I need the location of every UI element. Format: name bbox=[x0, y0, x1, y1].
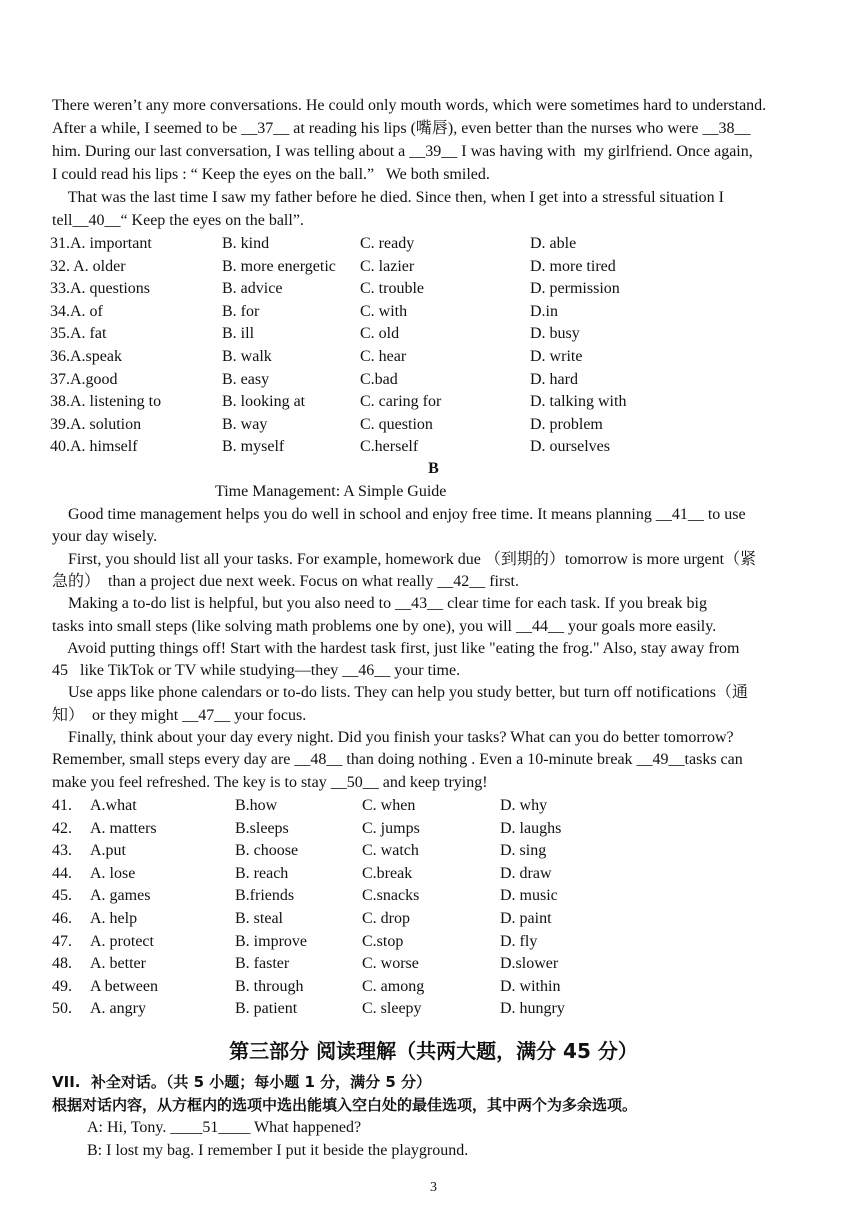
option-b: B. for bbox=[222, 302, 260, 320]
option-c: C. old bbox=[360, 325, 400, 343]
option-d: D. paint bbox=[500, 910, 552, 927]
option-a: A. better bbox=[90, 955, 146, 973]
option-b: B. ill bbox=[222, 325, 255, 343]
question-number: 44. bbox=[52, 864, 72, 882]
passage-line: Avoid putting things off! Start with the hardest task first, just like "eating the frog." Also, stay away from bbox=[52, 639, 740, 657]
option-b: B.how bbox=[235, 797, 278, 814]
option-d: D. able bbox=[530, 235, 577, 252]
option-d: D. permission bbox=[530, 280, 620, 298]
option-a: A. angry bbox=[90, 1000, 146, 1018]
part-title: 第三部分 阅读理解（共两大题，满分 45 分） bbox=[229, 1039, 638, 1063]
passage-line: your day wisely. bbox=[52, 528, 158, 546]
option-c: C. among bbox=[362, 977, 425, 995]
option-b: B. way bbox=[222, 415, 268, 433]
passage-line: There weren’t any more conversations. He could only mouth words, which were sometimes hard to understand. bbox=[52, 97, 767, 114]
passage-line: Finally, think about your day every night. Did you finish your tasks? What can you do better tomorrow? bbox=[52, 729, 734, 746]
option-b: B.friends bbox=[235, 887, 295, 905]
passage-line: Good time management helps you do well in school and enjoy free time. It means planning __41__ to use bbox=[52, 506, 746, 523]
option-d: D. fly bbox=[500, 932, 538, 950]
option-a: A.put bbox=[90, 842, 126, 860]
section-letter: B bbox=[428, 460, 439, 477]
option-c: C. ready bbox=[360, 235, 415, 252]
option-d: D. sing bbox=[500, 842, 547, 860]
section-title: Time Management: A Simple Guide bbox=[215, 483, 447, 500]
passage-line: tasks into small steps (like solving math problems one by one), you will __44__ your goals more easily. bbox=[52, 617, 717, 635]
option-c: C.break bbox=[362, 864, 413, 882]
option-a: A. lose bbox=[90, 864, 136, 882]
passage-line: him. During our last conversation, I was telling about a __39__ I was having with my girlfriend. Once again, bbox=[52, 143, 753, 160]
option-b: B. more energetic bbox=[222, 257, 336, 275]
option-b: B. through bbox=[235, 977, 304, 995]
option-c: C. sleepy bbox=[362, 1000, 422, 1018]
option-d: D.slower bbox=[500, 955, 559, 973]
option-a: 38.A. listening to bbox=[50, 393, 162, 411]
option-a: A between bbox=[90, 977, 158, 995]
option-c: C.snacks bbox=[362, 887, 420, 905]
option-b: B. patient bbox=[235, 1000, 298, 1018]
option-a: 33.A. questions bbox=[50, 280, 150, 298]
passage-line: tell__40__“ Keep the eyes on the ball”. bbox=[52, 212, 304, 229]
option-b: B. choose bbox=[235, 842, 299, 860]
option-d: D. music bbox=[500, 887, 558, 905]
passage-line: Making a to-do list is helpful, but you also need to __43__ clear time for each task. If you break big bbox=[52, 595, 707, 613]
option-d: D. busy bbox=[530, 325, 580, 343]
section-instruction: 根据对话内容，从方框内的选项中选出能填入空白处的最佳选项，其中两个为多余选项。 bbox=[52, 1096, 638, 1114]
option-b: B. looking at bbox=[222, 393, 306, 411]
option-b: B.sleeps bbox=[235, 819, 289, 837]
page-number: 3 bbox=[430, 1180, 437, 1195]
question-number: 47. bbox=[52, 932, 72, 950]
option-c: C. jumps bbox=[362, 819, 420, 837]
option-c: C.bad bbox=[360, 370, 398, 388]
option-a: 35.A. fat bbox=[50, 325, 107, 343]
option-a: 31.A. important bbox=[50, 235, 152, 252]
passage-line: 45 like TikTok or TV while studying—they __46__ your time. bbox=[52, 662, 461, 680]
option-a: 37.A.good bbox=[50, 370, 118, 388]
passage-line: I could read his lips : “ Keep the eyes on the ball.” We both smiled. bbox=[52, 166, 490, 183]
passage-line: First, you should list all your tasks. For example, homework due （到期的）tomorrow is more urgent（紧 bbox=[52, 550, 757, 568]
question-number: 43. bbox=[52, 842, 72, 860]
passage-line: Use apps like phone calendars or to-do lists. They can help you study better, but turn off notifications（通 bbox=[52, 684, 748, 702]
option-a: 39.A. solution bbox=[50, 415, 142, 433]
option-d: D. problem bbox=[530, 415, 603, 433]
passage-line: Remember, small steps every day are __48__ than doing nothing . Even a 10-minute break __49__tasks can bbox=[52, 751, 743, 769]
option-c: C. worse bbox=[362, 955, 419, 973]
question-number: 50. bbox=[52, 1000, 72, 1018]
passage-line: 知） or they might __47__ your focus. bbox=[52, 706, 307, 724]
option-d: D. talking with bbox=[530, 393, 627, 411]
question-number: 42. bbox=[52, 819, 72, 837]
option-c: C. with bbox=[360, 302, 408, 320]
option-a: 32. A. older bbox=[50, 257, 126, 275]
question-number: 46. bbox=[52, 910, 72, 927]
question-number: 49. bbox=[52, 977, 72, 995]
option-d: D. why bbox=[500, 797, 548, 814]
option-d: D. hungry bbox=[500, 1000, 565, 1018]
option-c: C. hear bbox=[360, 348, 407, 365]
option-a: A. games bbox=[90, 887, 151, 905]
option-c: C. drop bbox=[362, 910, 410, 927]
option-a: A. protect bbox=[90, 932, 154, 950]
option-d: D. hard bbox=[530, 370, 578, 388]
option-c: C. trouble bbox=[360, 280, 424, 298]
option-c: C. lazier bbox=[360, 257, 415, 275]
passage-line: That was the last time I saw my father before he died. Since then, when I get into a stressful situation I bbox=[52, 189, 724, 206]
option-a: A.what bbox=[90, 797, 137, 814]
option-b: B. steal bbox=[235, 910, 283, 927]
option-a: A. help bbox=[90, 910, 138, 927]
option-c: C.stop bbox=[362, 932, 404, 950]
option-d: D. more tired bbox=[530, 257, 616, 275]
option-d: D. within bbox=[500, 977, 561, 995]
dialogue-line: B: I lost my bag. I remember I put it beside the playground. bbox=[87, 1142, 469, 1159]
question-number: 48. bbox=[52, 955, 72, 973]
option-d: D. ourselves bbox=[530, 438, 610, 456]
option-c: C.herself bbox=[360, 438, 419, 456]
option-b: B. faster bbox=[235, 955, 290, 973]
option-d: D.in bbox=[530, 302, 558, 320]
option-c: C. when bbox=[362, 797, 416, 814]
option-c: C. watch bbox=[362, 842, 419, 860]
option-a: A. matters bbox=[90, 819, 157, 837]
option-a: 40.A. himself bbox=[50, 438, 138, 456]
option-d: D. write bbox=[530, 348, 583, 365]
option-b: B. easy bbox=[222, 370, 270, 388]
option-c: C. caring for bbox=[360, 393, 442, 411]
question-number: 45. bbox=[52, 887, 72, 905]
option-b: B. kind bbox=[222, 235, 270, 252]
option-d: D. draw bbox=[500, 864, 552, 882]
passage-line: 急的） than a project due next week. Focus on what really __42__ first. bbox=[52, 572, 520, 590]
option-d: D. laughs bbox=[500, 819, 562, 837]
option-b: B. improve bbox=[235, 932, 307, 950]
option-b: B. reach bbox=[235, 864, 289, 882]
option-c: C. question bbox=[360, 415, 433, 433]
option-b: B. walk bbox=[222, 348, 272, 365]
passage-line: make you feel refreshed. The key is to stay __50__ and keep trying! bbox=[52, 773, 488, 791]
section-title: VII. 补全对话。（共 5 小题；每小题 1 分，满分 5 分） bbox=[52, 1073, 432, 1091]
passage-line: After a while, I seemed to be __37__ at reading his lips (嘴唇), even better than the nurses who were __38__ bbox=[52, 120, 751, 137]
dialogue-line: A: Hi, Tony. ____51____ What happened? bbox=[87, 1119, 362, 1136]
option-b: B. advice bbox=[222, 280, 283, 298]
option-a: 34.A. of bbox=[50, 302, 103, 320]
question-number: 41. bbox=[52, 797, 72, 814]
option-b: B. myself bbox=[222, 438, 285, 456]
option-a: 36.A.speak bbox=[50, 348, 122, 365]
